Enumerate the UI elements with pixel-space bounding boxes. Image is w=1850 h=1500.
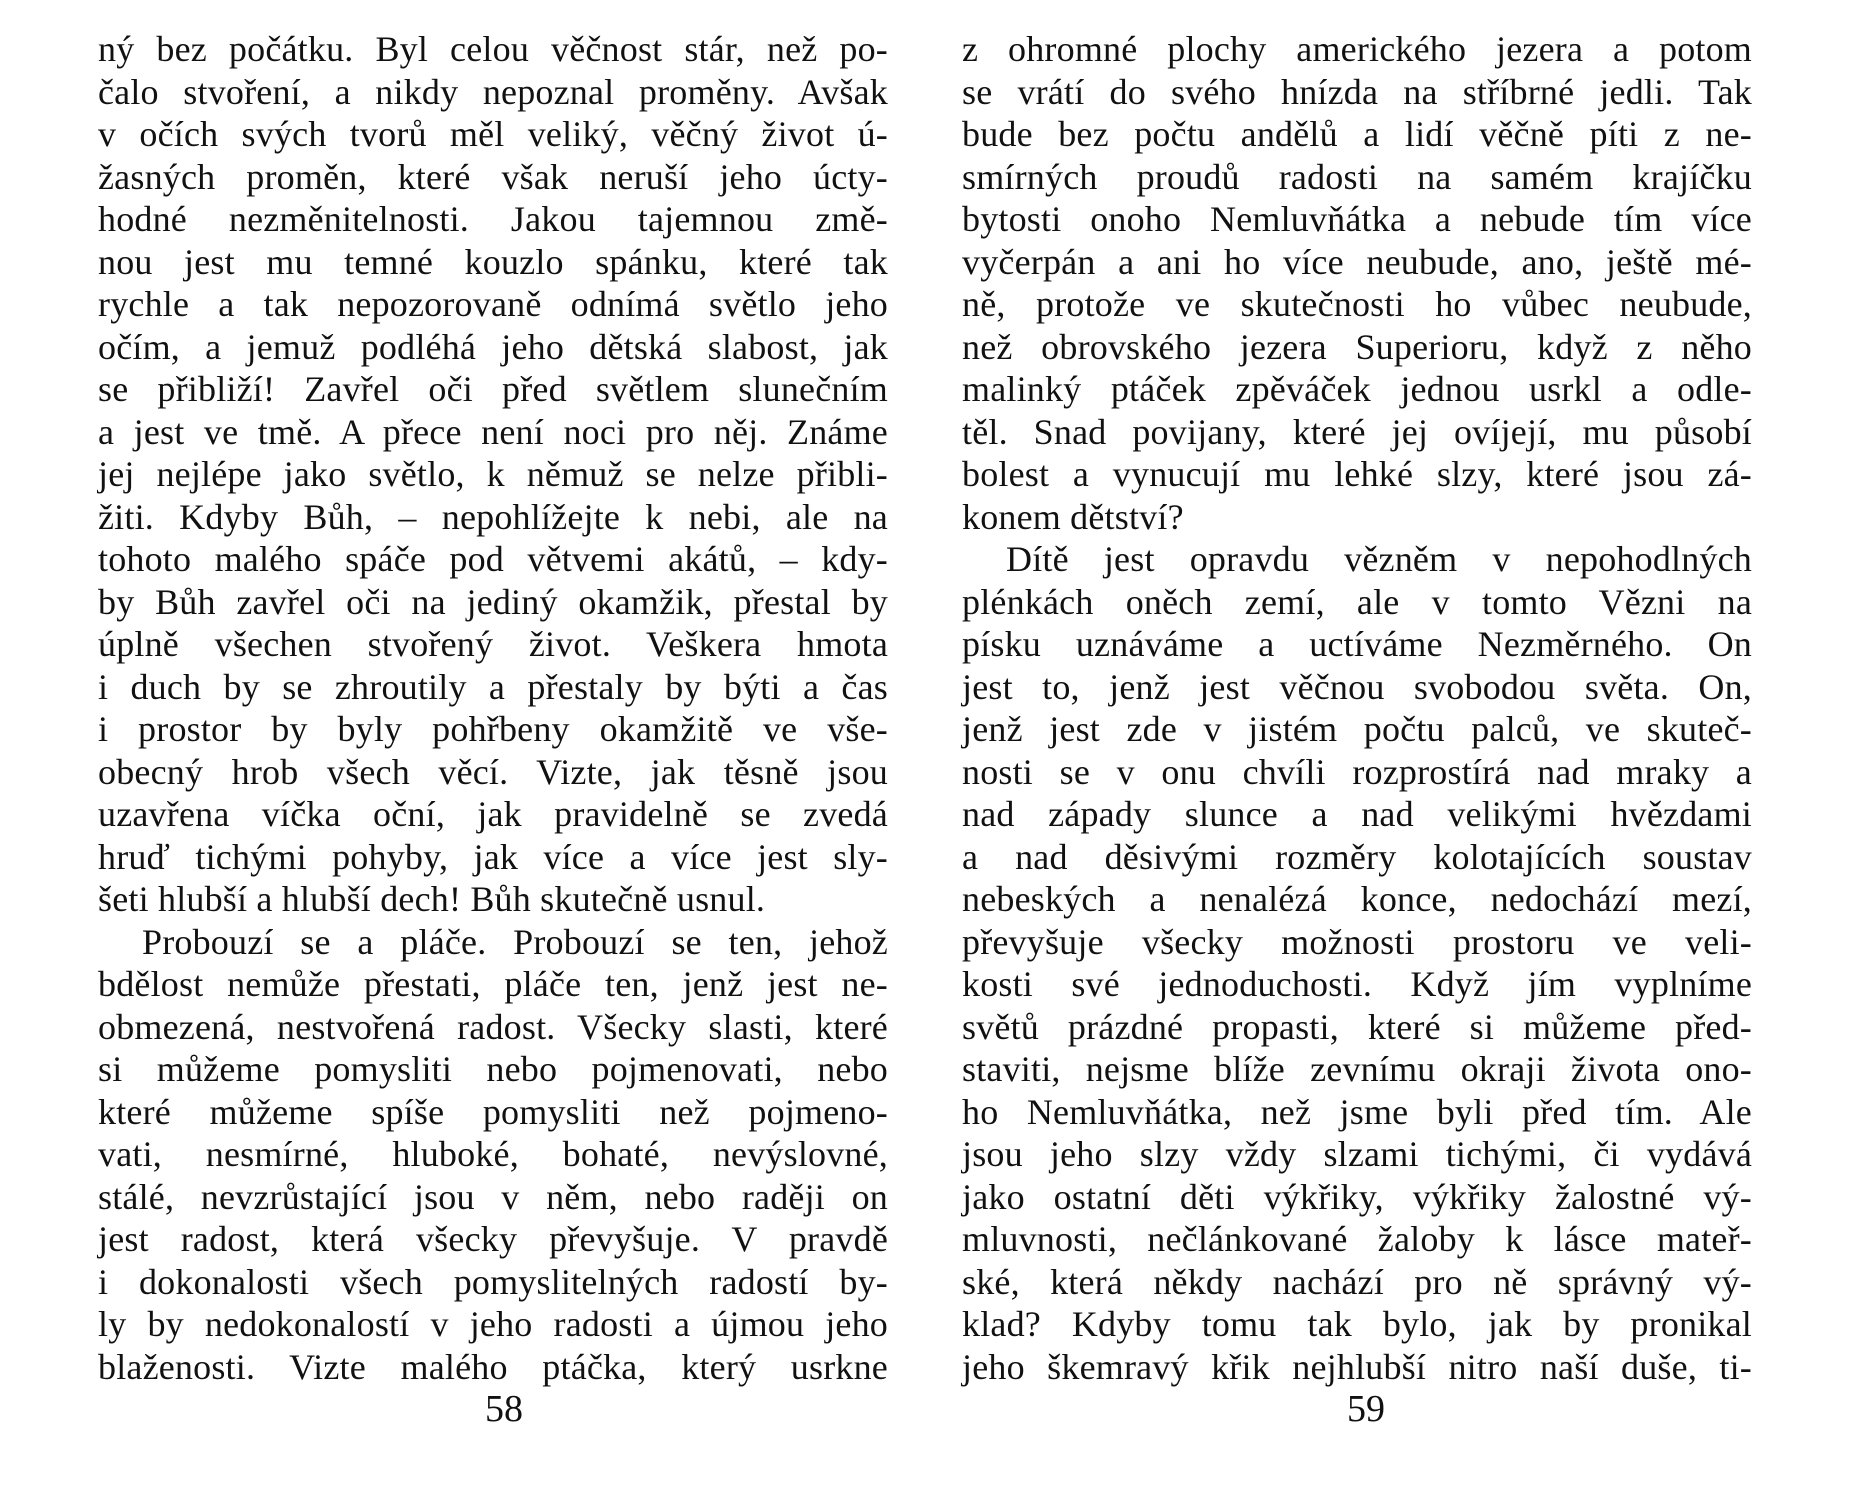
text-line: bude bez počtu andělů a lidí věčně píti z ne- <box>962 114 1752 154</box>
text-line: světů prázdné propasti, které si můžeme před- <box>962 1006 1752 1047</box>
text-line: žasných proměn, které však neruší jeho úcty- <box>98 156 888 197</box>
text-line: blaženosti. Vizte malého ptáčka, který usrkne <box>98 1346 888 1387</box>
text-line: smírných proudů radosti na samém krajíčku <box>962 156 1752 197</box>
text-line: nebeských a nenalézá konce, nedochází mezí, <box>962 879 1752 919</box>
text-line: než obrovského jezera Superioru, když z něho <box>962 326 1752 367</box>
text-line: plénkách oněch zemí, ale v tomto Vězni na <box>962 581 1752 622</box>
page-number-right: 59 <box>1347 1388 1385 1430</box>
text-line: jako ostatní děti výkřiky, výkřiky žalostné vý- <box>962 1176 1752 1217</box>
text-line: jsou jeho slzy vždy slzami tichými, či vydává <box>962 1134 1752 1174</box>
text-line: malinký ptáček zpěváček jednou usrkl a odle- <box>962 369 1752 409</box>
left-page-text <box>98 28 888 1388</box>
text-line: jenž jest zde v jistém počtu palců, ve skuteč- <box>962 709 1752 749</box>
text-line: úplně všechen stvořený život. Veškera hmota <box>98 624 888 664</box>
text-line: i dokonalosti všech pomyslitelných radostí by- <box>98 1261 888 1302</box>
text-line: rychle a tak nepozorovaně odnímá světlo jeho <box>98 284 888 324</box>
text-line: šeti hlubší a hlubší dech! Bůh skutečně usnul. <box>98 879 766 919</box>
text-line: a nad děsivými rozměry kolotajících soustav <box>962 836 1752 877</box>
text-line: staviti, nejsme blíže zevnímu okraji života ono- <box>962 1049 1752 1089</box>
text-line: nosti se v onu chvíli rozprostírá nad mraky a <box>962 751 1752 792</box>
text-line: písku uznáváme a uctíváme Nezměrného. On <box>962 624 1752 664</box>
right-page-text <box>962 28 1752 1388</box>
text-line: stálé, nevzrůstající jsou v něm, nebo raději on <box>98 1176 888 1217</box>
text-line: těl. Snad povijany, které jej ovíjejí, mu působí <box>962 411 1752 452</box>
text-line: ně, protože ve skutečnosti ho vůbec neubude, <box>962 284 1752 324</box>
text-line: hruď tichými pohyby, jak více a více jest sly- <box>98 836 888 877</box>
text-line: které můžeme spíše pomysliti než pojmeno- <box>98 1091 888 1132</box>
text-line: konem dětství? <box>962 496 1184 537</box>
text-line: jeho škemravý křik nejhlubší nitro naší duše, ti- <box>962 1346 1752 1387</box>
text-line: nad západy slunce a nad velikými hvězdami <box>962 794 1752 834</box>
text-line: bytosti onoho Nemluvňátka a nebude tím více <box>962 199 1752 239</box>
text-line: i prostor by byly pohřbeny okamžitě ve vše- <box>98 709 888 749</box>
text-line: nou jest mu temné kouzlo spánku, které tak <box>98 241 888 282</box>
text-line: ho Nemluvňátka, než jsme byli před tím. Ale <box>962 1091 1752 1132</box>
text-line: ské, která někdy nachází pro ně správný vý- <box>962 1261 1752 1302</box>
text-line: vati, nesmírné, hluboké, bohaté, nevýslovné, <box>98 1134 888 1174</box>
text-line: si můžeme pomysliti nebo pojmenovati, nebo <box>98 1049 888 1089</box>
text-line: z ohromné plochy amerického jezera a potom <box>962 29 1752 69</box>
text-line: jej nejlépe jako světlo, k němuž se nelze přibli- <box>98 454 888 494</box>
text-line: by Bůh zavřel oči na jediný okamžik, přestal by <box>98 581 888 622</box>
text-line: se přibliží! Zavřel oči před světlem slunečním <box>98 369 888 409</box>
text-line: ný bez počátku. Byl celou věčnost stár, než po- <box>98 29 888 69</box>
text-line: ly by nedokonalostí v jeho radosti a újmou jeho <box>98 1304 888 1344</box>
text-line: se vrátí do svého hnízda na stříbrné jedli. Tak <box>962 71 1752 112</box>
text-line: převyšuje všecky možnosti prostoru ve veli- <box>962 921 1752 962</box>
text-line: bdělost nemůže přestati, pláče ten, jenž jest ne- <box>98 964 888 1004</box>
text-line: obmezená, nestvořená radost. Všecky slasti, které <box>98 1006 888 1047</box>
text-line: bolest a vynucují mu lehké slzy, které jsou zá- <box>962 454 1752 494</box>
text-line: vyčerpán a ani ho více neubude, ano, ještě mé- <box>962 241 1752 282</box>
text-line: jest to, jenž jest věčnou svobodou světa. On, <box>962 666 1752 707</box>
text-line: jest radost, která všecky převyšuje. V pravdě <box>98 1219 888 1259</box>
text-line: i duch by se zhroutily a přestaly by býti a čas <box>98 666 888 707</box>
text-line: mluvnosti, nečlánkované žaloby k lásce mateř- <box>962 1219 1752 1259</box>
text-line: čalo stvoření, a nikdy nepoznal proměny. Avšak <box>98 71 888 112</box>
text-line: a jest ve tmě. A přece není noci pro něj. Známe <box>98 411 888 452</box>
text-line: tohoto malého spáče pod větvemi akátů, – kdy- <box>98 539 888 579</box>
text-line: hodné nezměnitelnosti. Jakou tajemnou změ- <box>98 199 888 239</box>
text-line: obecný hrob všech věcí. Vizte, jak těsně jsou <box>98 751 888 792</box>
text-line: žiti. Kdyby Bůh, – nepohlížejte k nebi, ale na <box>98 496 888 537</box>
text-line: kosti své jednoduchosti. Když jím vyplníme <box>962 964 1752 1004</box>
text-line: očím, a jemuž podléhá jeho dětská slabost, jak <box>98 326 888 367</box>
paragraph-start-line: Dítě jest opravdu vězněm v nepohodlných <box>1006 539 1752 579</box>
text-line: v očích svých tvorů měl veliký, věčný život ú- <box>98 114 888 154</box>
text-line: uzavřena víčka oční, jak pravidelně se zvedá <box>98 794 888 834</box>
page-number-left: 58 <box>485 1388 523 1430</box>
paragraph-start-line: Probouzí se a pláče. Probouzí se ten, jehož <box>142 921 888 962</box>
text-line: klad? Kdyby tomu tak bylo, jak by pronikal <box>962 1304 1752 1344</box>
